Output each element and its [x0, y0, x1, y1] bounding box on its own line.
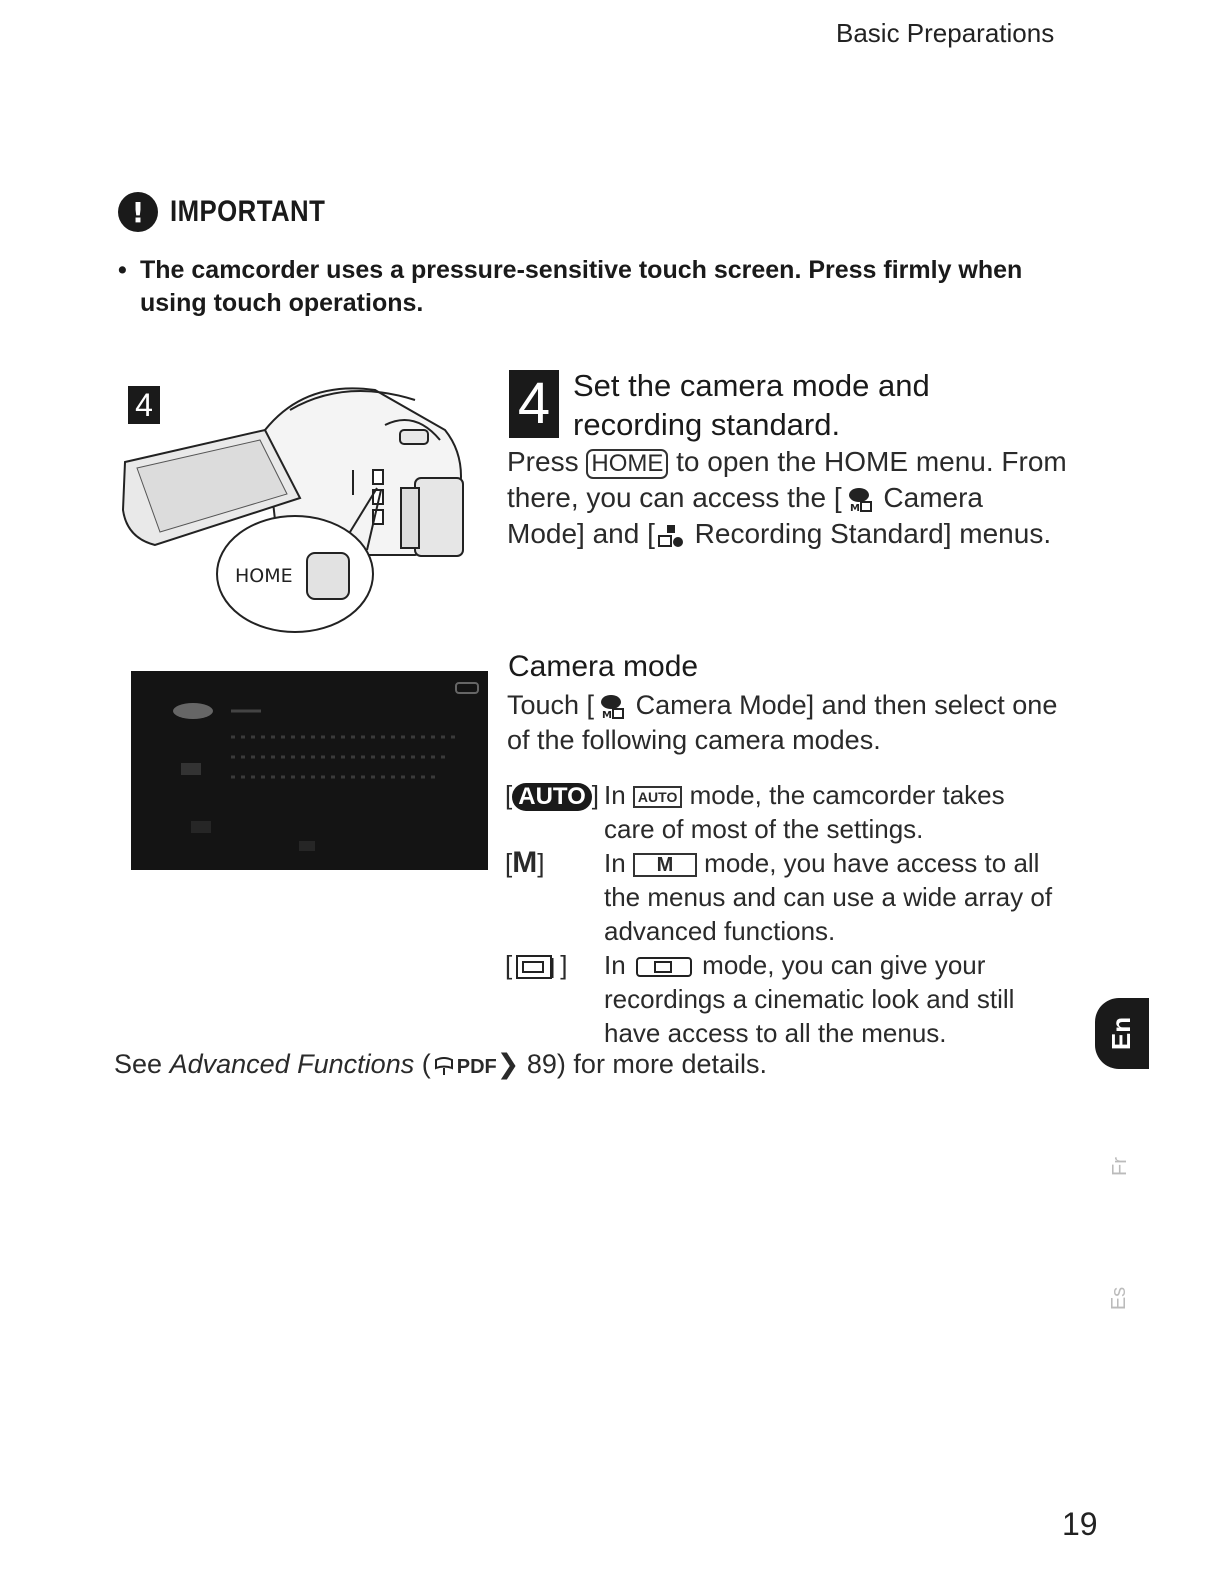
home-button-label: HOME	[235, 565, 293, 587]
advanced-functions-link[interactable]: Advanced Functions	[169, 1049, 415, 1079]
step-text-2: ] and [	[577, 518, 655, 549]
press-text: Press	[507, 446, 579, 477]
pdf-label: PDF	[456, 1056, 497, 1078]
home-key-badge: HOME	[586, 449, 668, 479]
see-rest: for more details.	[573, 1049, 767, 1079]
camera-mode-label: Camera Mode	[635, 690, 807, 720]
see-text: See	[114, 1049, 163, 1079]
cinema-mode-icon	[514, 952, 558, 982]
pdf-reference-icon	[433, 1056, 455, 1076]
step-text-3: ] menus.	[943, 518, 1052, 549]
screen-graphic	[131, 671, 488, 870]
bullet-icon: •	[118, 256, 127, 284]
intro-rest: ] and then select one of the following camera modes.	[507, 690, 1058, 755]
cinema-mode-inline-icon	[635, 956, 693, 978]
camcorder-illustration	[115, 370, 475, 640]
mode-key-auto: [ AUTO ]	[505, 780, 600, 810]
mode-row-auto	[505, 778, 1065, 848]
mode-key-cinema: [ ]	[505, 948, 567, 982]
important-label: IMPORTANT	[170, 195, 326, 228]
advanced-functions-reference: See Advanced Functions ( PDF❯ 89) for more details.	[114, 1049, 767, 1079]
section-title: Basic Preparations	[836, 18, 1055, 48]
language-tab-en: En	[1095, 998, 1149, 1069]
manual-mode-badge: M	[512, 846, 538, 879]
camera-mode-icon	[596, 694, 626, 720]
step-title: Set the camera mode and recording standard.	[573, 368, 930, 442]
manual-mode-inline-icon: M	[633, 853, 697, 877]
svg-text:M: M	[849, 502, 860, 513]
recording-standard-label: Recording Standard	[694, 518, 944, 549]
step-body	[507, 444, 1067, 552]
mode-desc-manual: In M mode, you have access to all the menus and can use a wide array of advanced functions.	[604, 848, 1053, 946]
page-ref: 89)	[526, 1049, 566, 1079]
step-badge-large: 4	[509, 370, 559, 438]
language-tab-es: Es	[1108, 1286, 1131, 1310]
camera-mode-heading: Camera mode	[508, 650, 699, 683]
touch-text: Touch [	[507, 690, 595, 720]
important-bullet-item	[118, 254, 1078, 320]
auto-mode-inline-icon: AUTO	[633, 786, 682, 808]
language-tab-fr: Fr	[1108, 1156, 1131, 1176]
recording-standard-icon	[657, 523, 685, 549]
step-badge-small: 4	[128, 386, 160, 424]
mode-desc-cinema: In mode, you can give your recordings a cinematic look and still have access to all the menus.	[604, 950, 1015, 1048]
important-icon: !	[118, 192, 158, 232]
camera-mode-icon	[844, 487, 874, 513]
auto-mode-badge: AUTO	[512, 783, 592, 811]
page-number: 19	[1062, 1506, 1098, 1542]
camera-mode-label: Camera Mode	[507, 482, 984, 549]
important-heading	[118, 192, 351, 232]
camera-mode-screen-image	[131, 671, 488, 870]
step-text-1: to open the HOME menu. From there, you can access the [	[507, 446, 1067, 513]
mode-key-manual: [M]	[505, 846, 545, 879]
camera-mode-intro	[507, 688, 1067, 758]
mode-row-manual	[505, 846, 1065, 950]
svg-text:M: M	[602, 709, 613, 720]
mode-row-cinema	[505, 948, 1065, 1052]
mode-desc-auto: In AUTO mode, the camcorder takes care of most of the settings.	[604, 780, 1005, 844]
important-text: The camcorder uses a pressure-sensitive touch screen. Press firmly when using touch operations.	[140, 256, 1023, 317]
